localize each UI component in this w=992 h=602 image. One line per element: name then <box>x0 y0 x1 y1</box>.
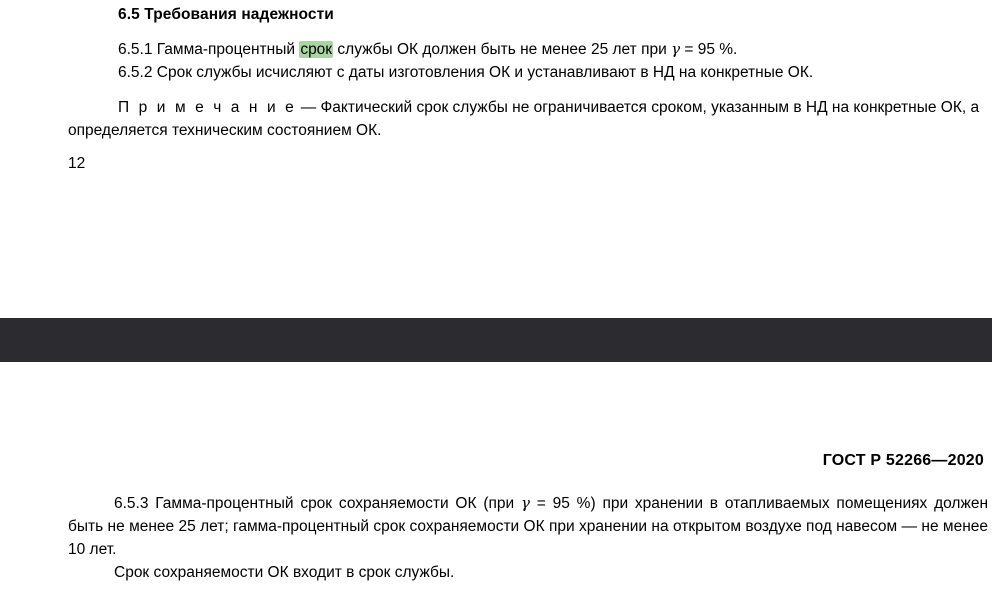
clause-6-5-1-suffix: = 95 %. <box>680 41 738 58</box>
clause-6-5-1 <box>118 38 737 61</box>
standard-code-header: ГОСТ Р 52266—2020 <box>822 452 984 469</box>
note-text: Фактический срок службы не ограничивается сроком, указанным в НД на конкретные ОК, а определяется техническим состоянием ОК. <box>68 99 980 139</box>
note-label: П р и м е ч а н и е <box>118 99 297 116</box>
page-fragment-upper <box>0 0 992 296</box>
clause-6-5-4 <box>68 561 988 584</box>
gamma-symbol: γ <box>671 40 681 58</box>
note-block <box>68 96 988 142</box>
page-number: 12 <box>68 155 86 172</box>
note-dash: — <box>296 99 321 116</box>
clause-6-5-4-text: Срок сохраняемости ОК входит в срок службы. <box>114 564 455 581</box>
gamma-symbol: γ <box>520 494 530 512</box>
clause-6-5-1-mid: службы ОК должен быть не менее 25 лет при <box>333 41 672 58</box>
clause-6-5-3-after: = 95 %) при хранении в отапливаемых помещениях должен быть не менее 25 лет; гамма-процентный срок сохраняемости ОК при хранении на открытом воздухе под навесом — не менее 10 лет. <box>68 495 989 558</box>
clause-6-5-2: 6.5.2 Срок службы исчисляют с даты изготовления ОК и устанавливают в НД на конкретные ОК. <box>118 64 814 81</box>
clause-6-5-3-before: 6.5.3 Гамма-процентный срок сохраняемости ОК (при <box>114 495 521 512</box>
section-heading: 6.5 Требования надежности <box>118 6 334 23</box>
text-highlight-srok: срок <box>300 41 333 58</box>
page-fragment-lower <box>0 362 992 602</box>
page-separator-band <box>0 318 992 362</box>
clause-6-5-1-prefix: 6.5.1 Гамма-процентный <box>118 41 300 58</box>
clause-6-5-3 <box>68 492 988 561</box>
